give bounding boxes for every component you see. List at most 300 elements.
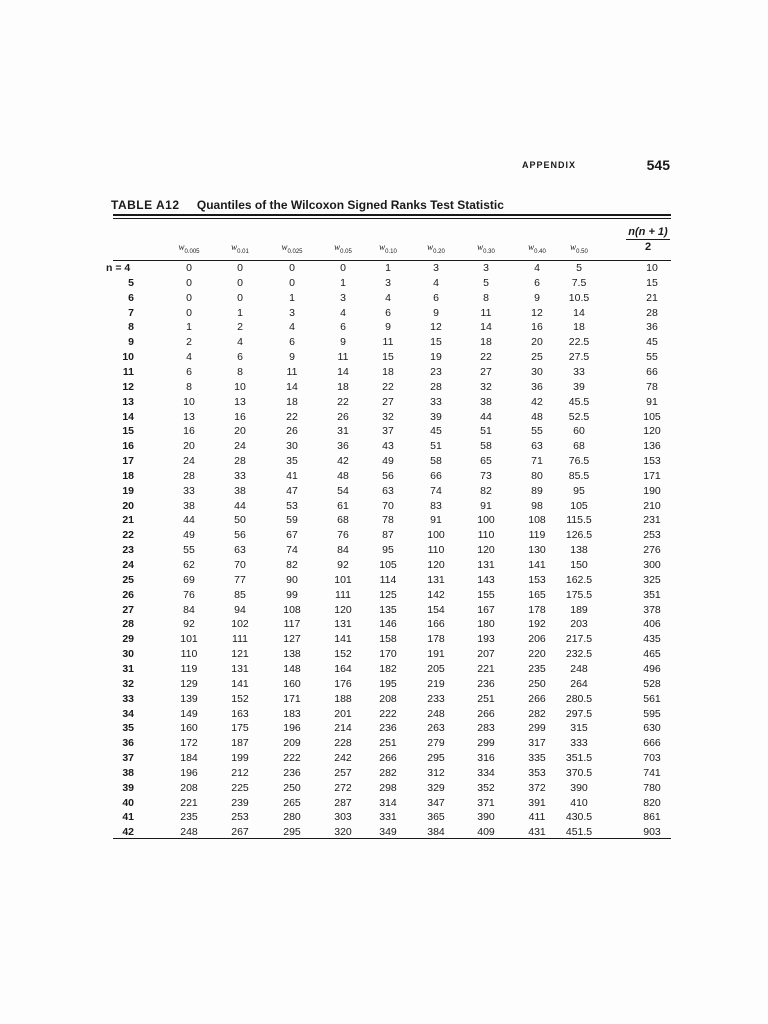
table-cell: 22 — [480, 351, 492, 364]
table-cell: 6 — [289, 336, 295, 349]
table-cell: 0 — [186, 262, 192, 274]
table-cell: 272 — [334, 781, 352, 794]
column-header-symbol: w — [570, 242, 577, 252]
row-n-label: 33 — [122, 692, 134, 705]
table-cell: 60 — [573, 425, 585, 438]
table-row — [0, 411, 768, 426]
table-cell: 233 — [427, 692, 445, 705]
column-header-w030 — [464, 242, 508, 255]
table-cell: 9 — [385, 321, 391, 334]
table-cell: 312 — [427, 766, 445, 779]
table-cell: 317 — [528, 737, 546, 750]
table-cell: 3 — [483, 262, 489, 274]
table-cell: 9 — [289, 351, 295, 364]
table-cell: 431 — [528, 826, 546, 839]
table-cell: 820 — [643, 796, 661, 809]
table-cell: 903 — [643, 826, 661, 839]
table-cell: 76 — [183, 588, 195, 601]
table-row — [0, 752, 768, 767]
table-cell: 94 — [234, 603, 246, 616]
table-cell: 4 — [186, 351, 192, 364]
table-cell: 85 — [234, 588, 246, 601]
table-row — [0, 262, 768, 277]
row-n-label: 34 — [122, 707, 134, 720]
column-header-w040 — [515, 242, 559, 255]
table-cell: 3 — [385, 276, 391, 289]
table-cell: 3 — [289, 306, 295, 319]
table-cell: 188 — [334, 692, 352, 705]
table-cell: 8 — [186, 380, 192, 393]
table-cell: 236 — [283, 766, 301, 779]
table-cell: 82 — [480, 484, 492, 497]
table-cell: 165 — [528, 588, 546, 601]
table-cell: 196 — [180, 766, 198, 779]
table-cell: 0 — [289, 262, 295, 274]
table-cell: 111 — [335, 588, 351, 601]
table-cell: 55 — [531, 425, 543, 438]
table-cell: 139 — [180, 692, 198, 705]
table-cell: 35 — [286, 455, 298, 468]
table-cell: 47 — [286, 484, 298, 497]
table-cell: 120 — [643, 425, 661, 438]
table-cell: 11 — [337, 351, 349, 364]
table-row — [0, 307, 768, 322]
table-cell: 195 — [379, 677, 397, 690]
table-cell: 193 — [477, 633, 495, 646]
row-n-label: 13 — [122, 395, 134, 408]
table-cell: 352 — [477, 781, 495, 794]
table-cell: 99 — [286, 588, 298, 601]
row-n-label: 10 — [122, 351, 134, 364]
table-cell: 6 — [186, 365, 192, 378]
table-row — [0, 633, 768, 648]
table-cell: 390 — [477, 811, 495, 824]
table-row — [0, 782, 768, 797]
row-n-label: 24 — [122, 559, 134, 571]
table-cell: 630 — [643, 722, 661, 735]
last-column-numerator: n(n + 1) — [628, 226, 668, 238]
table-cell: 129 — [180, 677, 198, 690]
table-row — [0, 381, 768, 396]
table-row — [0, 336, 768, 351]
column-header-w020 — [414, 242, 458, 255]
table-cell: 49 — [382, 455, 394, 468]
table-cell: 465 — [643, 648, 661, 661]
table-cell: 295 — [427, 752, 445, 765]
table-title: Quantiles of the Wilcoxon Signed Ranks Test Statistic — [196, 198, 504, 212]
column-headers — [0, 242, 768, 256]
table-row — [0, 529, 768, 544]
table-cell: 131 — [477, 559, 495, 571]
table-cell: 55 — [183, 544, 195, 557]
table-cell: 279 — [427, 737, 445, 750]
table-cell: 172 — [180, 737, 198, 750]
table-cell: 110 — [427, 544, 445, 557]
column-header-symbol: w — [379, 242, 386, 252]
row-n-label: 32 — [122, 677, 134, 690]
table-cell: 231 — [643, 514, 661, 527]
table-cell: 4 — [385, 291, 391, 304]
table-cell: 0 — [237, 262, 243, 274]
table-cell: 248 — [570, 662, 588, 675]
table-cell: 11 — [382, 336, 394, 349]
table-cell: 320 — [334, 826, 352, 839]
bottom-rule — [113, 838, 671, 839]
table-cell: 222 — [283, 752, 301, 765]
table-cell: 101 — [180, 633, 198, 646]
table-cell: 8 — [483, 291, 489, 304]
table-cell: 365 — [427, 811, 445, 824]
table-cell: 125 — [379, 588, 397, 601]
table-cell: 14 — [480, 321, 492, 334]
table-cell: 22 — [286, 410, 298, 423]
table-cell: 59 — [286, 514, 298, 527]
table-cell: 257 — [334, 766, 352, 779]
table-cell: 71 — [531, 455, 543, 468]
table-cell: 14 — [573, 306, 585, 319]
table-cell: 23 — [430, 365, 442, 378]
table-row — [0, 425, 768, 440]
table-cell: 61 — [337, 499, 349, 512]
table-cell: 160 — [180, 722, 198, 735]
table-cell: 39 — [573, 380, 585, 393]
table-cell: 68 — [337, 514, 349, 527]
column-header-symbol: w — [231, 242, 238, 252]
table-cell: 205 — [427, 662, 445, 675]
table-row — [0, 321, 768, 336]
table-cell: 222 — [379, 707, 397, 720]
table-cell: 182 — [379, 662, 397, 675]
table-cell: 3 — [433, 262, 439, 274]
table-cell: 66 — [646, 365, 658, 378]
row-n-label: 12 — [122, 380, 134, 393]
table-cell: 152 — [231, 692, 249, 705]
table-cell: 176 — [334, 677, 352, 690]
table-cell: 267 — [231, 826, 249, 839]
table-cell: 101 — [334, 573, 352, 586]
row-n-label: 6 — [128, 291, 134, 304]
row-n-label: 8 — [128, 321, 134, 334]
table-cell: 91 — [430, 514, 442, 527]
table-row — [0, 663, 768, 678]
column-header-w010 — [366, 242, 410, 255]
column-header-subscript: 0.01 — [237, 248, 249, 255]
table-cell: 6 — [237, 351, 243, 364]
table-cell: 163 — [231, 707, 249, 720]
table-cell: 2 — [186, 336, 192, 349]
row-n-label: 38 — [122, 766, 134, 779]
table-cell: 36 — [531, 380, 543, 393]
column-header-symbol: w — [427, 242, 434, 252]
table-cell: 217.5 — [565, 633, 593, 646]
table-cell: 155 — [477, 588, 495, 601]
column-header-symbol: w — [178, 242, 185, 252]
table-cell: 39 — [430, 410, 442, 423]
row-n-label: 28 — [122, 618, 134, 631]
table-cell: 248 — [180, 826, 198, 839]
table-cell: 201 — [334, 707, 352, 720]
table-cell: 24 — [234, 440, 246, 453]
row-n-label: 7 — [128, 306, 134, 319]
table-row — [0, 544, 768, 559]
table-cell: 1 — [186, 321, 192, 334]
table-cell: 351.5 — [565, 752, 593, 765]
page-number: 545 — [646, 157, 670, 173]
table-cell: 3 — [340, 291, 346, 304]
table-cell: 68 — [573, 440, 585, 453]
table-cell: 33 — [430, 395, 442, 408]
table-cell: 65 — [480, 455, 492, 468]
row-n-label: 26 — [122, 588, 134, 601]
table-cell: 287 — [334, 796, 352, 809]
row-n-label: 22 — [122, 529, 134, 542]
table-cell: 92 — [337, 559, 349, 571]
table-cell: 16 — [531, 321, 543, 334]
table-row — [0, 366, 768, 381]
table-cell: 27 — [382, 395, 394, 408]
table-cell: 250 — [283, 781, 301, 794]
table-cell: 282 — [379, 766, 397, 779]
table-cell: 44 — [234, 499, 246, 512]
table-cell: 209 — [283, 737, 301, 750]
table-cell: 316 — [477, 752, 495, 765]
row-n-label: 27 — [122, 603, 134, 616]
table-cell: 70 — [382, 499, 394, 512]
table-cell: 210 — [643, 499, 661, 512]
table-cell: 11 — [480, 306, 492, 319]
table-cell: 253 — [643, 529, 661, 542]
table-cell: 50 — [234, 514, 246, 527]
table-cell: 0 — [186, 306, 192, 319]
table-cell: 148 — [283, 662, 301, 675]
table-cell: 131 — [334, 618, 352, 631]
table-cell: 13 — [183, 410, 195, 423]
table-cell: 595 — [643, 707, 661, 720]
table-cell: 10.5 — [568, 291, 590, 304]
table-cell: 115.5 — [566, 514, 592, 527]
table-row — [0, 351, 768, 366]
row-n-label: 29 — [122, 633, 134, 646]
table-cell: 78 — [382, 514, 394, 527]
table-cell: 235 — [180, 811, 198, 824]
table-cell: 63 — [531, 440, 543, 453]
table-cell: 37 — [382, 425, 394, 438]
row-n-label: 21 — [122, 514, 134, 527]
table-cell: 142 — [427, 588, 445, 601]
table-cell: 84 — [337, 544, 349, 557]
table-cell: 153 — [528, 573, 546, 586]
table-cell: 266 — [528, 692, 546, 705]
table-cell: 208 — [379, 692, 397, 705]
table-row — [0, 678, 768, 693]
row-n-label: 30 — [122, 648, 134, 661]
table-cell: 82 — [286, 559, 298, 571]
row-n-label: 42 — [122, 826, 134, 839]
table-cell: 92 — [183, 618, 195, 631]
running-head — [522, 157, 672, 175]
table-cell: 162.5 — [565, 573, 593, 586]
table-cell: 250 — [528, 677, 546, 690]
table-cell: 74 — [286, 544, 298, 557]
table-cell: 20 — [531, 336, 543, 349]
table-row — [0, 396, 768, 411]
table-cell: 248 — [427, 707, 445, 720]
table-cell: 0 — [289, 276, 295, 289]
table-cell: 121 — [231, 648, 249, 661]
table-cell: 372 — [528, 781, 546, 794]
table-cell: 196 — [283, 722, 301, 735]
table-row — [0, 589, 768, 604]
table-cell: 67 — [286, 529, 298, 542]
column-header-subscript: 0.20 — [433, 248, 445, 255]
table-cell: 10 — [646, 262, 658, 274]
table-cell: 175.5 — [565, 588, 593, 601]
table-cell: 496 — [643, 662, 661, 675]
table-cell: 170 — [379, 648, 397, 661]
row-n-label: 23 — [122, 544, 134, 557]
table-cell: 353 — [528, 766, 546, 779]
row-n-label: 18 — [122, 469, 134, 482]
table-cell: 6 — [340, 321, 346, 334]
table-row — [0, 708, 768, 723]
table-cell: 253 — [231, 811, 249, 824]
table-cell: 303 — [334, 811, 352, 824]
table-cell: 24 — [183, 455, 195, 468]
table-cell: 4 — [340, 306, 346, 319]
table-cell: 219 — [427, 677, 445, 690]
table-cell: 18 — [286, 395, 298, 408]
section-title: APPENDIX — [522, 160, 577, 170]
table-cell: 32 — [480, 380, 492, 393]
table-cell: 236 — [379, 722, 397, 735]
table-cell: 53 — [286, 499, 298, 512]
table-cell: 0 — [186, 276, 192, 289]
table-cell: 184 — [180, 752, 198, 765]
table-row — [0, 559, 768, 574]
table-body — [0, 260, 768, 840]
table-cell: 146 — [379, 618, 397, 631]
table-cell: 251 — [477, 692, 495, 705]
table-cell: 299 — [528, 722, 546, 735]
row-n-label: 41 — [122, 811, 134, 824]
table-cell: 190 — [643, 484, 661, 497]
table-cell: 138 — [570, 544, 588, 557]
table-cell: 143 — [477, 573, 495, 586]
table-cell: 780 — [643, 781, 661, 794]
table-cell: 154 — [427, 603, 445, 616]
table-cell: 26 — [337, 410, 349, 423]
table-cell: 8 — [237, 365, 243, 378]
table-cell: 228 — [334, 737, 352, 750]
column-header-subscript: 0.05 — [340, 248, 352, 255]
table-cell: 21 — [646, 291, 658, 304]
table-cell: 44 — [480, 410, 492, 423]
table-row — [0, 693, 768, 708]
last-column-denominator: 2 — [644, 241, 652, 253]
table-cell: 180 — [477, 618, 495, 631]
table-cell: 78 — [646, 380, 658, 393]
table-cell: 55 — [646, 351, 658, 364]
table-cell: 19 — [430, 351, 442, 364]
table-cell: 15 — [646, 276, 658, 289]
table-cell: 406 — [643, 618, 661, 631]
table-cell: 51 — [480, 425, 492, 438]
table-cell: 1 — [237, 306, 243, 319]
table-cell: 15 — [430, 336, 442, 349]
table-cell: 391 — [528, 796, 546, 809]
table-cell: 297.5 — [565, 707, 593, 720]
table-cell: 110 — [180, 648, 198, 661]
table-row — [0, 455, 768, 470]
table-cell: 666 — [643, 737, 661, 750]
table-cell: 49 — [183, 529, 195, 542]
table-cell: 242 — [334, 752, 352, 765]
table-cell: 91 — [480, 499, 492, 512]
table-cell: 105 — [570, 499, 588, 512]
table-cell: 264 — [570, 677, 588, 690]
table-cell: 191 — [427, 648, 445, 661]
table-cell: 164 — [334, 662, 352, 675]
table-cell: 12 — [430, 321, 442, 334]
table-cell: 13 — [234, 395, 246, 408]
table-cell: 38 — [480, 395, 492, 408]
table-cell: 30 — [286, 440, 298, 453]
table-cell: 9 — [340, 336, 346, 349]
table-cell: 703 — [643, 752, 661, 765]
table-cell: 741 — [643, 766, 661, 779]
table-cell: 36 — [646, 321, 658, 334]
table-cell: 36 — [337, 440, 349, 453]
table-cell: 4 — [534, 262, 540, 274]
table-cell: 167 — [477, 603, 495, 616]
table-row — [0, 277, 768, 292]
table-cell: 2 — [237, 321, 243, 334]
table-cell: 130 — [528, 544, 546, 557]
top-rule-thin — [113, 218, 671, 219]
table-cell: 85.5 — [568, 469, 590, 482]
table-row — [0, 826, 768, 841]
row-n-label: 39 — [122, 781, 134, 794]
table-cell: 175 — [231, 722, 249, 735]
row-n-label: 5 — [128, 276, 134, 289]
column-header-subscript: 0.10 — [385, 248, 397, 255]
table-cell: 282 — [528, 707, 546, 720]
column-header-subscript: 0.005 — [184, 248, 200, 255]
table-cell: 335 — [528, 752, 546, 765]
table-cell: 10 — [234, 380, 246, 393]
table-cell: 5 — [483, 276, 489, 289]
table-cell: 221 — [180, 796, 198, 809]
table-caption — [111, 198, 671, 212]
table-cell: 105 — [379, 559, 397, 571]
table-cell: 6 — [385, 306, 391, 319]
table-cell: 54 — [337, 484, 349, 497]
table-cell: 95 — [382, 544, 394, 557]
table-cell: 87 — [382, 529, 394, 542]
table-row — [0, 514, 768, 529]
table-cell: 203 — [570, 618, 588, 631]
table-cell: 32 — [382, 410, 394, 423]
table-cell: 14 — [286, 380, 298, 393]
table-cell: 141 — [528, 559, 546, 571]
table-cell: 149 — [180, 707, 198, 720]
table-cell: 1 — [289, 291, 295, 304]
table-row — [0, 618, 768, 633]
table-cell: 411 — [528, 811, 546, 824]
table-cell: 7.5 — [571, 276, 587, 289]
table-cell: 178 — [427, 633, 445, 646]
table-cell: 48 — [531, 410, 543, 423]
